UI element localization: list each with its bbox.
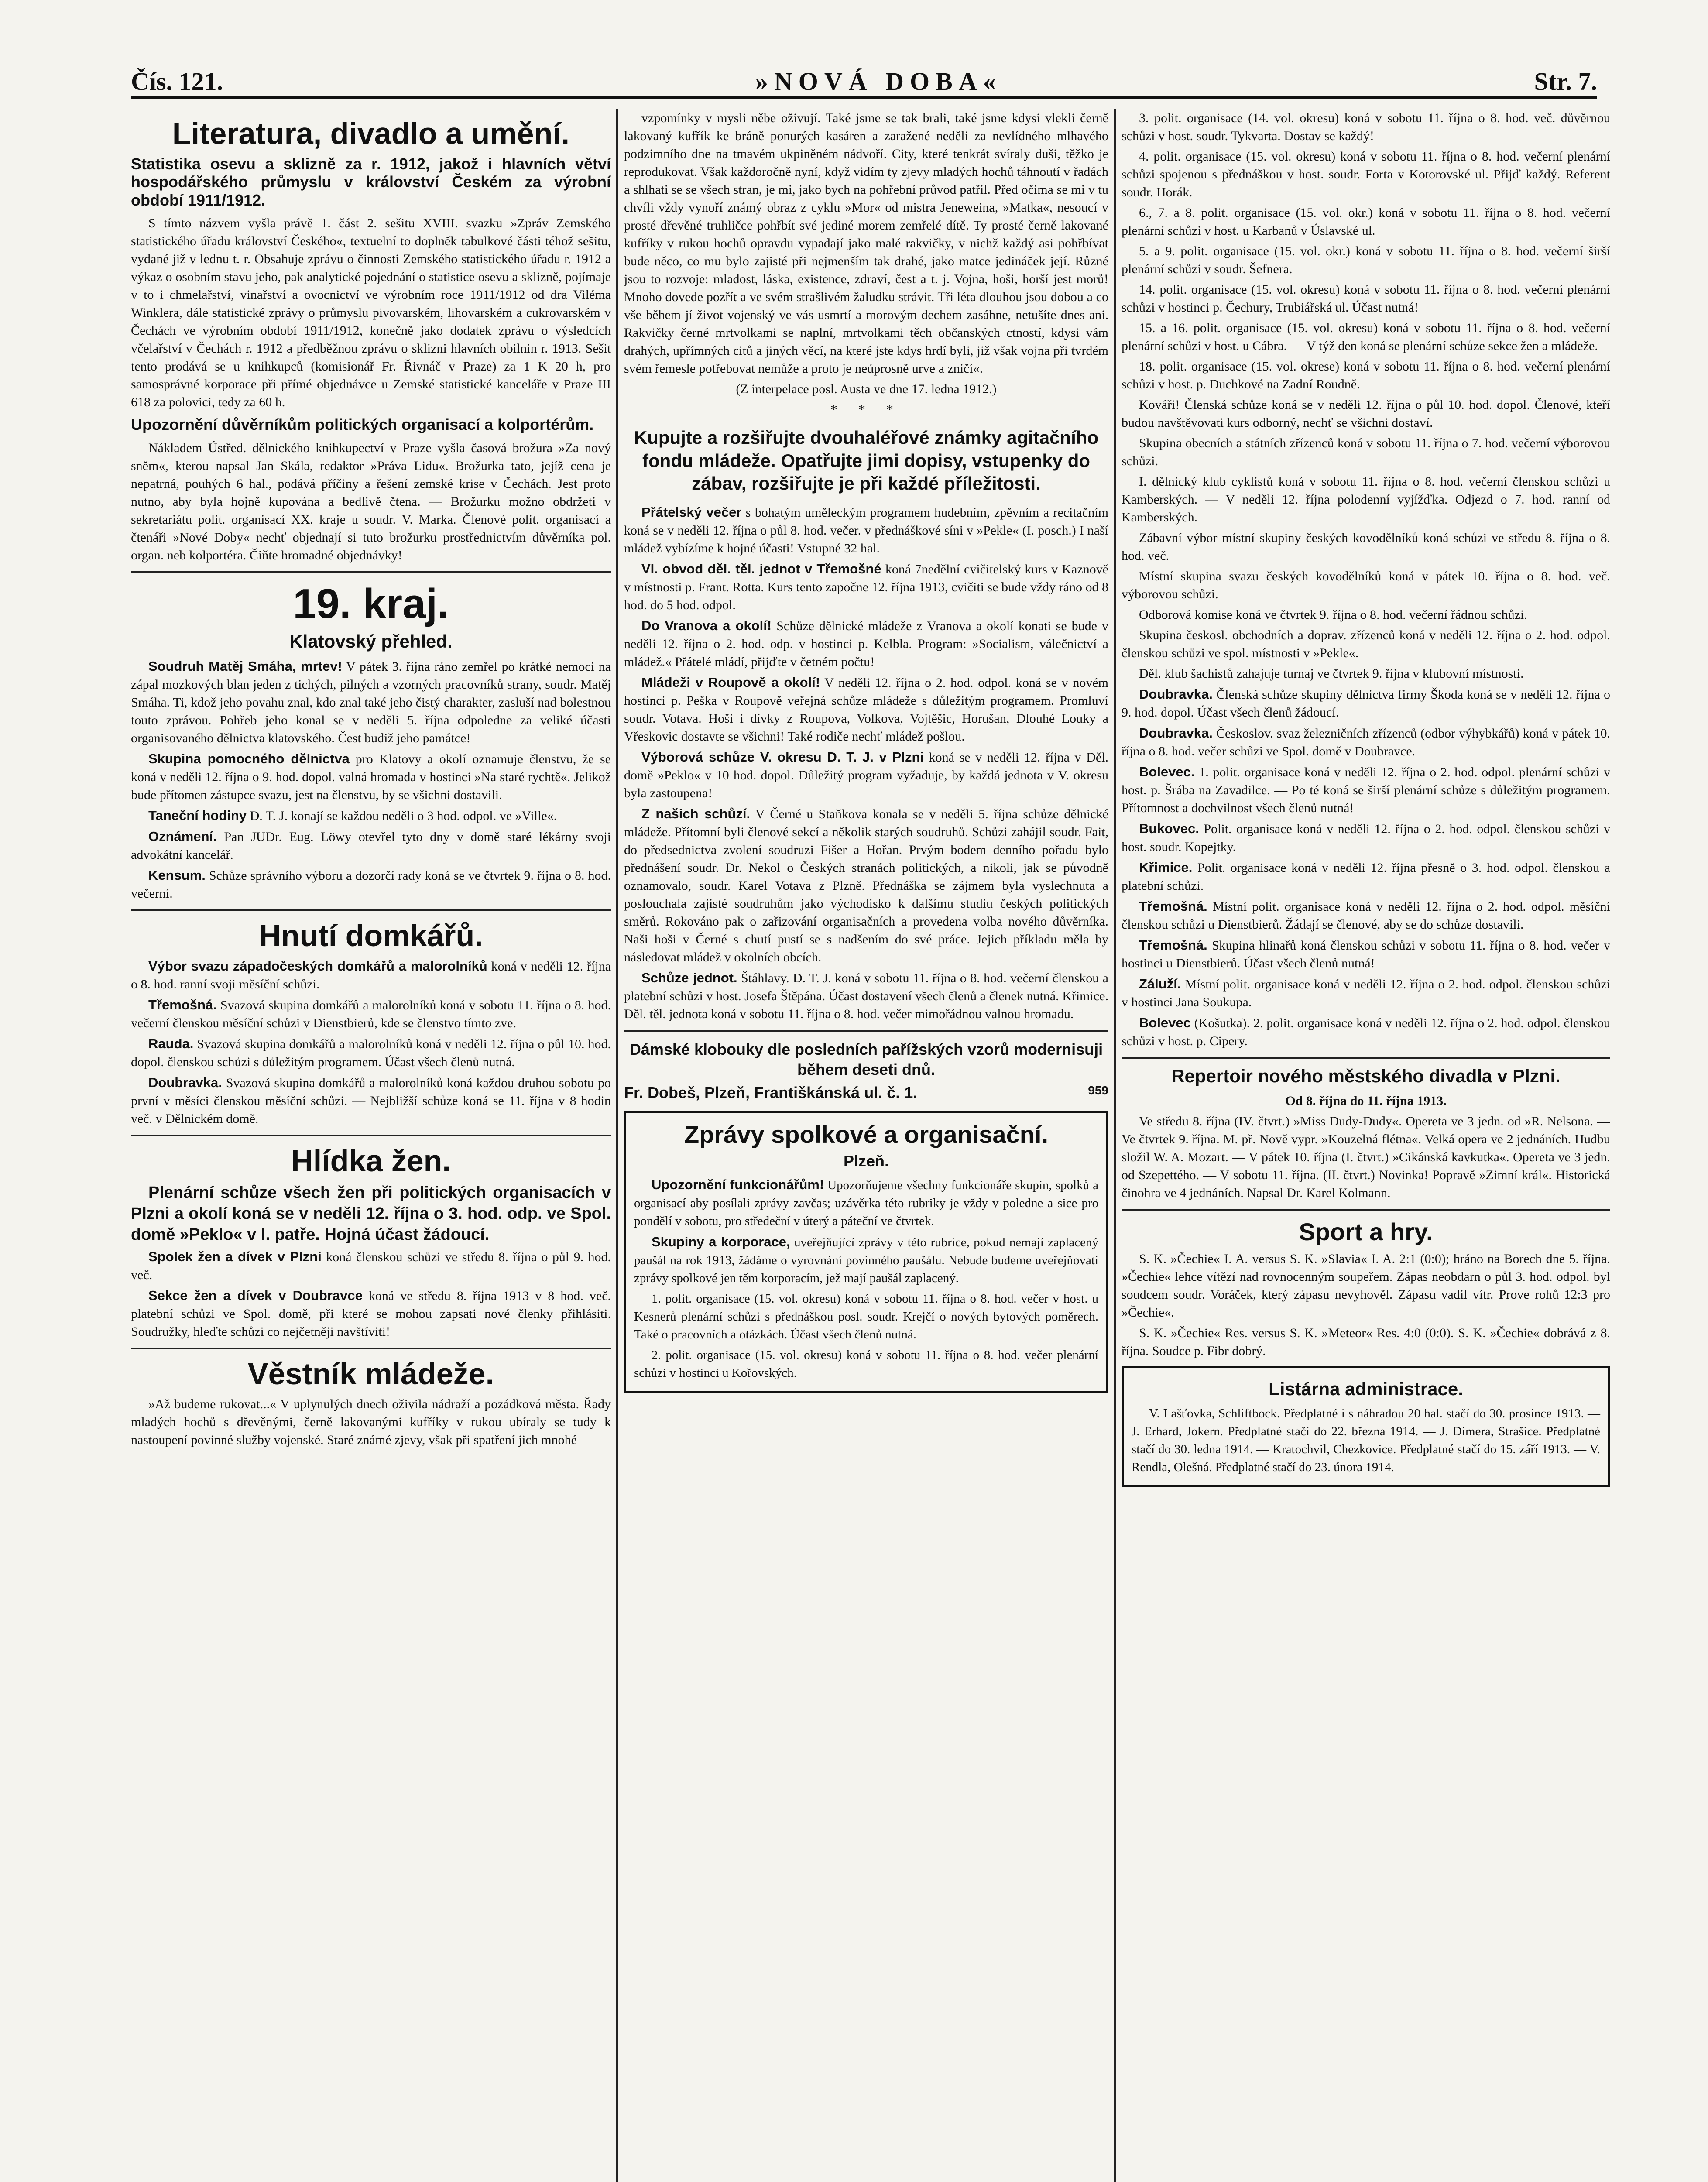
ad-address: Fr. Dobeš, Plzeň, Františkánská ul. č. 1. — [624, 1084, 918, 1102]
article-heading: Statistika osevu a sklizně za r. 1912, jakož i hlavních větví hospodářského průmyslu v království Českém za výrobní období 1911/1912. — [131, 155, 611, 209]
article-text — [1122, 897, 1610, 933]
item-text: (Košutka). 2. polit. organisace koná v neděli 12. října o 2. hod. odpol. členskou schůzi v host. p. Cipery. — [1122, 1016, 1610, 1048]
article-text: 18. polit. organisace (15. vol. okrese) koná v sobotu 11. října o 8. hod. večerní plenární schůzi v host. p. Duchkové na Zadní Roudně. — [1122, 359, 1610, 391]
item-heading: Spolek žen a dívek v Plzni — [148, 1249, 322, 1265]
article-text — [131, 657, 611, 747]
item-heading: Výbor svazu západočeských domkářů a malorolníků — [148, 958, 487, 974]
article-text — [131, 1248, 611, 1284]
article-text: »Až budeme rukovat...« V uplynulých dnech oživila nádraží a pozádková města. Řady mladých hochů s dřevěnými, černě lakovanými kufříky v rukou ubíraly se tudy k nastoupení povinné služby vojenské. Staré známé zjevy, však při spatření jich mnohé — [131, 1397, 611, 1448]
section-title-vestnik: Věstník mládeže. — [247, 1357, 494, 1391]
repertoir-dates: Od 8. října do 11. října 1913. — [1285, 1094, 1447, 1108]
article-text: S. K. »Čechie« I. A. versus S. K. »Slavia« I. A. 2:1 (0:0); hráno na Borech dne 5. října. »Čechie« lehce vítězí nad rovnocenným soupeřem. Zápas neobdarn o půl 3. hod. odpol. byl soudcem soudr. Voráček, který zápasu nevyhověl. Zápasu vadil vítr. Prove rohů 12:3 pro »Čechie«. — [1122, 1251, 1610, 1320]
item-heading: VI. obvod děl. těl. jednot v Třemošné — [641, 561, 881, 576]
article-text — [131, 750, 611, 804]
divider — [624, 1030, 1108, 1032]
column-3 — [1122, 109, 1610, 2182]
divider — [1122, 1057, 1610, 1059]
item-text: Štáhlavy. D. T. J. koná v sobotu 11. října o 8. hod. večerní členskou a platební schůzi v host. Josefa Štěpána. Účast dostavení všech členů a členek nutná. Křimice. Děl. těl. jednota koná v sobotu 11. října o 8. hod. večer mimořádnou valnou hromadu. — [624, 971, 1108, 1021]
item-heading: Upozornění funkcionářům! — [652, 1177, 824, 1192]
item-heading: Třemošná. — [1139, 899, 1207, 914]
article-text — [131, 957, 611, 993]
section-title-repertoir: Repertoir nového městského divadla v Plzni. — [1171, 1066, 1561, 1086]
item-heading: Doubravka. — [148, 1075, 222, 1091]
item-text: D. T. J. konají se každou neděli o 3 hod. odpol. ve »Ville«. — [250, 809, 557, 823]
article-text: I. dělnický klub cyklistů koná v sobotu 11. října o 8. hod. večerní členskou schůzi u Kamberských. — V neděli 12. října polodenní vyjížďka. Odjezd o 7. hod. ranní od Kamberských. — [1122, 474, 1610, 525]
article-text: Nákladem Ústřed. dělnického knihkupectví v Praze vyšla časová brožura »Za nový sněm«, kterou napsal Jan Skála, redaktor »Práva Lidu«. Brožurka tato, jejíž cena je nepatrná, pouhých 6 hal., podává příčiny a řešení zemské krise v Čechách. Jest proto nutno, aby byla hojně kupována a bedlivě čtena. — Brožurku možno obdržeti v sekretariátu polit. organisací XX. kraje u soudr. V. Marka. Členové polit. organisací a čtenáři »Nové Doby« nechť objednají si tuto brožurku prostřednictvím důvěrníka pol. organ. neb kolportéra. Čiňte hromadné objednávky! — [131, 440, 611, 563]
item-heading: Taneční hodiny — [148, 808, 247, 823]
item-text: pro Klatovy a okolí oznamuje členstvu, že se koná v neděli 12. října o 9. hod. dopol. valná hromada v hostinci »Na staré rychtě«. Jelikož bude přítomen zástupce svazu, jest na členstvu, by se všichni dostavili. — [131, 752, 611, 803]
item-text: Schůze dělnické mládeže z Vranova a okolí konati se bude v neděli 12. října o 2. hod. odp. v hostinci p. Kelbla. Program: »Socialism, válečnictví a mládež.« Přátelé mládí, přijďte v četném počtu! — [624, 618, 1108, 669]
article-text — [624, 617, 1108, 671]
article-text: Místní skupina svazu českých kovodělníků koná v pátek 10. října o 8. hod. več. výborovou schůzi. — [1122, 569, 1610, 601]
masthead-title: »NOVÁ DOBA« — [755, 67, 1002, 96]
box-zpravy-spolkove — [624, 1111, 1108, 1393]
item-heading: Skupina pomocného dělnictva — [148, 751, 350, 767]
ad-number: 959 — [1088, 1084, 1108, 1098]
item-heading: Oznámení. — [148, 829, 217, 844]
article-text — [131, 866, 611, 902]
article-signature: (Z interpelace posl. Austa ve dne 17. ledna 1912.) — [736, 382, 997, 396]
page-header — [131, 57, 1597, 99]
article-text — [1122, 975, 1610, 1011]
article-text: 4. polit. organisace (15. vol. okresu) koná v sobotu 11. října o 8. hod. večerní plenární schůzi spojenou s přednáškou v host. soudr. Forta v Kotorovské ul. Přijď každý. Referent soudr. Horák. — [1122, 149, 1610, 199]
divider — [131, 1348, 611, 1349]
section-title-listarna: Listárna administrace. — [1269, 1378, 1463, 1399]
article-text — [1122, 724, 1610, 760]
item-heading: Křimice. — [1139, 860, 1193, 875]
item-text: Členská schůze skupiny dělnictva firmy Škoda koná se v neděli 12. října o 9. hod. dopol. Účast všech členů žádoucí. — [1122, 687, 1610, 720]
item-text: V neděli 12. října o 2. hod. odpol. koná se v novém hostinci p. Peška v Roupově veřejná schůze mládeže s důležitým programem. Promluví soudr. Votava. Hoši i dívky z Roupova, Volkova, Vojtěšic, Horušan, Dlouhé Louky a Vřeskovic dostavte se všichni! Také rodiče nechť mládež pošlou. — [624, 675, 1108, 744]
article-text — [624, 560, 1108, 614]
page-number: Str. 7. — [1534, 67, 1597, 96]
divider — [131, 571, 611, 573]
section-title-zpravy: Zprávy spolkové a organisační. — [684, 1120, 1049, 1148]
item-text: s bohatým uměleckým programem hudebním, zpěvním a recitačním koná se v neděli 12. října o půl 8. hod. večer. v přednáškové síni v »Pekle« (I. posch.) I naší mládež vybízíme k hojné účasti! Vstupné 32 hal. — [624, 505, 1108, 556]
separator-stars: * * * — [830, 401, 902, 417]
article-text — [1122, 763, 1610, 817]
item-text: Svazová skupina domkářů a malorolníků koná v sobotu 11. října o 8. hod. večerní členskou měsíční schůzi v Dienstbierů, kde se členstvo tímto zve. — [131, 998, 611, 1031]
article-text: Skupina obecních a státních zřízenců koná v sobotu 11. října o 7. hod. večerní výborovou schůzi. — [1122, 436, 1610, 468]
item-heading: Bolevec — [1139, 1015, 1191, 1030]
article-text — [131, 1035, 611, 1071]
divider — [131, 1135, 611, 1136]
article-text — [1122, 820, 1610, 856]
item-text: Svazová skupina domkářů a malorolníků koná každou druhou sobotu po první v měsíci členskou měsíční schůzi. — Nejbližší schůze koná se 11. října v 8 hodin več. v Dělnickém domě. — [131, 1076, 611, 1126]
item-heading: Přátelský večer — [641, 504, 742, 520]
article-text: Zábavní výbor místní skupiny českých kovodělníků koná schůzi ve středu 8. října o 8. hod. več. — [1122, 531, 1610, 563]
item-heading: Doubravka. — [1139, 686, 1213, 702]
article-text: 2. polit. organisace (15. vol. okresu) koná v sobotu 11. října o 8. hod. večer plenární schůzi v hostinci u Kořovských. — [634, 1348, 1098, 1380]
article-text: 15. a 16. polit. organisace (15. vol. okresu) koná v sobotu 11. října o 8. hod. večerní plenární schůzi v host. u Cábra. — V týž den koná se plenární schůze sekce žen a mládeže. — [1122, 321, 1610, 353]
article-text — [131, 996, 611, 1032]
item-heading: Výborová schůze V. okresu D. T. J. v Plzni — [641, 749, 924, 765]
article-text — [131, 1074, 611, 1128]
item-heading: Třemošná. — [1139, 937, 1207, 953]
column-divider — [1114, 109, 1116, 2182]
divider — [1122, 1209, 1610, 1211]
section-title-hlidka: Hlídka žen. — [291, 1144, 451, 1178]
item-text: Skupina hlinařů koná členskou schůzi v sobotu 11. října o 8. hod. večer v hostinci u Dienstbierů. Účast všech členů nutná! — [1122, 938, 1610, 971]
article-text: Děl. klub šachistů zahajuje turnaj ve čtvrtek 9. října v klubovní místnosti. — [1139, 666, 1524, 681]
item-heading: Doubravka. — [1139, 725, 1213, 741]
item-heading: Schůze jednot. — [641, 970, 737, 985]
article-text: 1. polit. organisace (15. vol. okresu) koná v sobotu 11. října o 8. hod. večer v host. u Kesnerů plenární schůzi s přednáškou posl. soudr. Krejčí o nových bytových poměrech. Také o pracovních a otázkách. Účast všech členů nutná. — [634, 1291, 1098, 1341]
article-heading: Upozornění důvěrníkům politických organisací a kolportérům. — [131, 415, 594, 434]
ad-text: Dámské klobouky dle posledních pařížských vzorů modernisuji během deseti dnů. — [629, 1040, 1103, 1079]
item-text: Polit. organisace koná v neděli 12. října o 2. hod. odpol. členskou schůzi v host. soudr. Kopejtky. — [1122, 822, 1610, 854]
ad-footer — [624, 1083, 1108, 1103]
article-text — [624, 805, 1108, 966]
article-text — [634, 1233, 1098, 1287]
item-text: koná 7nedělní cvičitelský kurs v Kaznově v místnosti p. Frant. Rotta. Kurs tento započne 12. října 1913, cvičiti se bude vždy ráno od 8 hod. do 5 hod. odpol. — [624, 562, 1108, 612]
item-text: V Černé u Staňkova konala se v neděli 5. října schůze dělnické mládeže. Přítomní byli členové sekcí a několik starých soudruhů. Schůzi zahájil soudr. Fait, do předsednictva zvolení soudruzi Fišer a Hořan. Prvým bodem denního pořadu bylo přednášení soudr. Dr. Nekol o Českých stranách politických, a nikoli, jak se původně oznamovalo, soudr. Karel Votava z Plzně. Přednáška se zájmem byla vyslechnuta a poslouchala zajisté soudruhům jako východisko k dalšímu studiu českých politických směrů. Rokováno pak o zařizování organisačních a provedena volba nového důvěrníka. Naši hoši v Černé s chutí pustí se s nadšením do své práce. Jejich příkladu měla by následovat mládež v okolních obcích. — [624, 806, 1108, 964]
section-title-hnuti: Hnutí domkářů. — [259, 919, 483, 953]
item-text: koná v neděli 12. října o 8. hod. ranní svoji měsíční schůzi. — [131, 959, 611, 992]
item-heading: Soudruh Matěj Smáha, mrtev! — [148, 659, 342, 674]
item-heading: Do Vranova a okolí! — [641, 618, 772, 633]
article-text: Skupina českosl. obchodních a doprav. zřízenců koná v neděli 12. října o 2. hod. odpol. členskou schůzi ve spol. místnosti v »Pekle«. — [1122, 628, 1610, 660]
article-text: S tímto názvem vyšla právě 1. část 2. sešitu XVIII. svazku »Zpráv Zemského statistického úřadu království Českého«, textuelní to doplněk tabulkové části téhož sešitu, vydané již v lednu t. r. Obsahuje zprávu o činnosti Zemského statistického úřadu r. 1912 a výkaz o osobním stavu jeho, pak analytické pojednání o statistice osevu a sklizně, pojímaje v to i chmelařství, vinařství a ovocnictví ve výrobním roce 1911/1912 od dra Viléma Winklera, dále statistické zprávy o průmyslu pivovarském, lihovarském a cukrovarském v Čechách ve výrobním období 1911/1912, konečně jako dodatek zprávu o výsledcích včelařství v Čechách r. 1912 a předběžnou zprávu o sklizni hlavních obilnin r. 1913. Sešit tento prodává se u knihkupců (komisionář Fr. Řivnáč v Praze) za 1 K 20 h, pro samosprávné korporace při přímé objednávce u Zemské statistické kanceláře v Praze III 618 za polovici, tedy za 60 h. — [131, 216, 611, 410]
article-text: Ve středu 8. října (IV. čtvrt.) »Miss Dudy-Dudy«. Opereta ve 3 jedn. od »R. Nelsona. — Ve čtvrtek 9. října. M. př. Nově vypr. »Kouzelná flétna«. Velká opera ve 2 jednáních. Hudbu složil W. A. Mozart. — V pátek 10. října (I. čtvrt.) »Cikánská kavkutka«. Opereta ve 3 jedn. od Szepettého. — V sobotu 11. října. (II. čtvrt.) Novinka! Popravě »Zimní král«. Historická činohra ve 4 jednáních. Napsal Dr. Karel Kolmann. — [1122, 1114, 1610, 1201]
article-text — [1122, 858, 1610, 895]
article-text — [131, 827, 611, 864]
item-text: V pátek 3. října ráno zemřel po krátké nemoci na zápal mozkových blan jeden z tichých, pilných a vzorných pracovníků strany, soudr. Matěj Smáha. Ti, kdož jeho povahu znal, kdo znal také jeho čistý charakter, zasluší nad bolestnou touto zprávou. Pohřeb jeho konal se v neděli 5. října odpoledne za veliké účasti organisovaného dělnictva klatovského. Čest budiž jeho památce! — [131, 659, 611, 746]
article-text — [1122, 685, 1610, 721]
item-heading: Sekce žen a dívek v Doubravce — [148, 1288, 363, 1304]
section-title-kraj: 19. kraj. — [293, 580, 449, 627]
article-text — [624, 748, 1108, 802]
article-text: Kováři! Členská schůze koná se v neděli 12. října o půl 10. hod. dopol. Členové, kteří budou navštěvovati kurs odborný, nechť se všichni dostaví. — [1122, 398, 1610, 430]
article-text: 6., 7. a 8. polit. organisace (15. vol. okr.) koná v sobotu 11. října o 8. hod. večerní plenární schůzi v host. u Karbanů v Úslavské ul. — [1122, 206, 1610, 238]
item-text: 1. polit. organisace koná v neděli 12. října o 2. hod. odpol. plenární schůzi v host. p. Šrába na Zavadilce. — Po té koná se širší plenární schůze s důležitým programem. Přítomnost a dochvilnost všech členů nutná! — [1122, 765, 1610, 815]
column-1 — [131, 109, 611, 2182]
item-text: koná členskou schůzi ve středu 8. října o půl 9. hod. več. — [131, 1250, 611, 1283]
article-text: 5. a 9. polit. organisace (15. vol. okr.) koná v sobotu 11. října o 8. hod. večerní širší plenární schůzi v soudr. Šefnera. — [1122, 244, 1610, 276]
item-text: Místní polit. organisace koná v neděli 12. října o 2. hod. odpol. měsíční členskou schůzi u Dienstbierů. Žádají se členové, aby se do schůze dostavili. — [1122, 899, 1610, 932]
item-heading: Bukovec. — [1139, 821, 1199, 836]
article-text: Odborová komise koná ve čtvrtek 9. října o 8. hod. večerní řádnou schůzi. — [1139, 607, 1527, 622]
article-text: 14. polit. organisace (15. vol. okresu) koná v sobotu 11. října o 8. hod. večerní plenární schůzi v hostinci p. Čechury, Trubiářská ul. Účast nutná! — [1122, 282, 1610, 315]
article-text — [624, 673, 1108, 745]
item-text: Českoslov. svaz železničních zřízenců (odbor výhybkářů) koná v pátek 10. října o 8. hod. večer schůzi ve Spol. domě v Doubravce. — [1122, 726, 1610, 758]
item-text: Svazová skupina domkářů a malorolníků koná v neděli 12. října o půl 10. hod. dopol. členskou schůzi s důležitým programem. Účast všech členů nutná. — [131, 1037, 611, 1070]
item-text: Polit. organisace koná v neděli 12. října přesně o 3. hod. odpol. členskou a platební schůzi. — [1122, 861, 1610, 893]
section-subtitle-plzen: Plzeň. — [843, 1152, 889, 1170]
item-text: koná ve středu 8. října 1913 v 8 hod. več. platební schůzi ve Spol. domě, při které se mohou zapsati nové členky přihlásiti. Soudružky, hleďte schůzi co nejčetněji navštíviti! — [131, 1289, 611, 1339]
article-text — [1122, 1014, 1610, 1050]
advertisement-znamky: Kupujte a rozšiřujte dvouhaléřové známky agitačního fondu mládeže. Opatřujte jimi dopisy, vstupenky do zábav, rozšiřujte je při každé příležitosti. — [634, 427, 1099, 494]
item-text: Schůze správního výboru a dozorčí rady koná se ve čtvrtek 9. října o 8. hod. večerní. — [131, 868, 611, 901]
section-title-sport: Sport a hry. — [1299, 1218, 1433, 1246]
item-heading: Rauda. — [148, 1036, 194, 1052]
column-2 — [624, 109, 1108, 2182]
item-text: Místní polit. organisace koná v neděli 12. října o 2. hod. odpol. členskou schůzi v hostinci Jana Soukupa. — [1122, 977, 1610, 1009]
item-text: Pan JUDr. Eug. Löwy otevřel tyto dny v domě staré lékárny svoji advokátní kancelář. — [131, 830, 611, 862]
item-text: Upozorňujeme všechny funkcionáře skupin, spolků a organisací aby posílali zprávy zavčas; uzávěrka této rubriky je vždy v poledne a sice pro pondělí v sobotu, pro středeční v úterý a páteční ve čtvrtek. — [634, 1178, 1098, 1228]
item-heading: Mládeži v Roupově a okolí! — [641, 674, 820, 690]
item-text: koná se v neděli 12. října v Děl. domě »Peklo« v 10 hod. dopol. Důležitý program vyžaduje, by každá jednota v V. okresu byla zastoupena! — [624, 750, 1108, 800]
article-text: 3. polit. organisace (14. vol. okresu) koná v sobotu 11. října o 8. hod. več. důvěrnou schůzi v host. soudr. Tykvarta. Dostav se každý! — [1122, 111, 1610, 143]
article-text — [131, 1287, 611, 1341]
item-heading: Třemošná. — [148, 997, 217, 1013]
box-listarna — [1122, 1366, 1610, 1487]
article-text — [624, 503, 1108, 557]
article-text — [624, 969, 1108, 1023]
item-heading: Kensum. — [148, 868, 206, 883]
article-text: V. Lašťovka, Schliftbock. Předplatné i s náhradou 20 hal. stačí do 30. prosince 1913. — J. Erhard, Jokern. Předplatné stačí do 22. března 1914. — J. Dimera, Strašice. Předplatné stačí do 30. ledna 1914. — Kratochvil, Chezkovice. Předplatné stačí do 15. září 1913. — V. Rendla, Olešná. Předplatné stačí do 23. února 1914. — [1132, 1407, 1600, 1475]
item-heading: Záluží. — [1139, 976, 1181, 992]
article-text: S. K. »Čechie« Res. versus S. K. »Meteor« Res. 4:0 (0:0). S. K. »Čechie« dobrává z 8. října. Soudce p. Fibr dobrý. — [1122, 1325, 1610, 1358]
divider — [131, 909, 611, 911]
item-heading: Bolevec. — [1139, 764, 1195, 779]
article-text: vzpomínky v mysli něbe oživují. Také jsme se tak brali, také jsme kdysi vlekli černě lakovaný kufřík ke bráně ponurých kasáren a zaražené neděli za nevlídného mlhavého podzimního dne na tmavém ukpiněném nádvoří. City, které tenkrát svíraly duši, těžko je reprodukovat. Však každoročně nyní, když vidím ty zjevy mladých hochů táhnoutí v řadách a shlhati se se všech stran, je mi, jako bych na pohřební průvod patřil. Před očima se mi v tu chvíli vždy vynoří známý obraz z cyklu »Mor« od mistra Jeneweina, »Matka«, nesoucí v prosté dřevěné truhličce pohřbít své jediné morem zemřelé dítě. Ty prosté černě lakované kufříky v rukou hochů opravdu vypadají jako malé rakvičky, v nichž každý asi pohřbívat bude něco, co mu bylo zajisté při nejmenším tak drahé, jako matce jedináček její. Různé jsou to rozvoje: mladost, láska, existence, zdraví, čest a t. j. Vojna, hoši, horší jest morů! Mnoho dovede pozřít a ve svém strašlivém žaludku strávit. Tři léta dlouhou jsou dobou a co vše během jí život vojenský ve vás usmrtí a morovým dechem zasáhne, netušíte dnes ani. Rakvičky černé mrtvolkami se naplní, mrtvolkami těch občanských ctností, kdysi vám drahých, upřímných citů a jiných věcí, na které jste kdys hrdí byli, již však vojna při tvrdém svém řemesle potřebovat nemůže a proto je neúprosně urve a zničí«. — [624, 111, 1108, 376]
section-title-literatura: Literatura, divadlo a umění. — [172, 117, 570, 151]
article-lead: Plenární schůze všech žen při politických organisacích v Plzni a okolí koná se v neděli 12. října o 3. hod. odp. ve Spol. domě »Peklo« v I. patře. Hojná účast žádoucí. — [131, 1184, 611, 1244]
item-heading: Skupiny a korporace, — [652, 1234, 790, 1249]
section-subtitle-klatovy: Klatovský přehled. — [289, 631, 453, 652]
item-heading: Z našich schůzí. — [641, 806, 751, 821]
advertisement-klobouky — [624, 1040, 1108, 1103]
article-text — [131, 806, 611, 825]
issue-number: Čís. 121. — [131, 67, 223, 96]
column-divider — [616, 109, 618, 2182]
article-text — [634, 1176, 1098, 1230]
article-text — [1122, 936, 1610, 972]
item-text: uveřejňující zprávy v této rubrice, pokud nemají zaplacený paušál na rok 1913, žádáme o vyrovnání povinného paušálu. Nebude budeme uveřejňovati zprávy spolkové jen těm korporacím, jež mají paušál zaplacený. — [634, 1235, 1099, 1285]
